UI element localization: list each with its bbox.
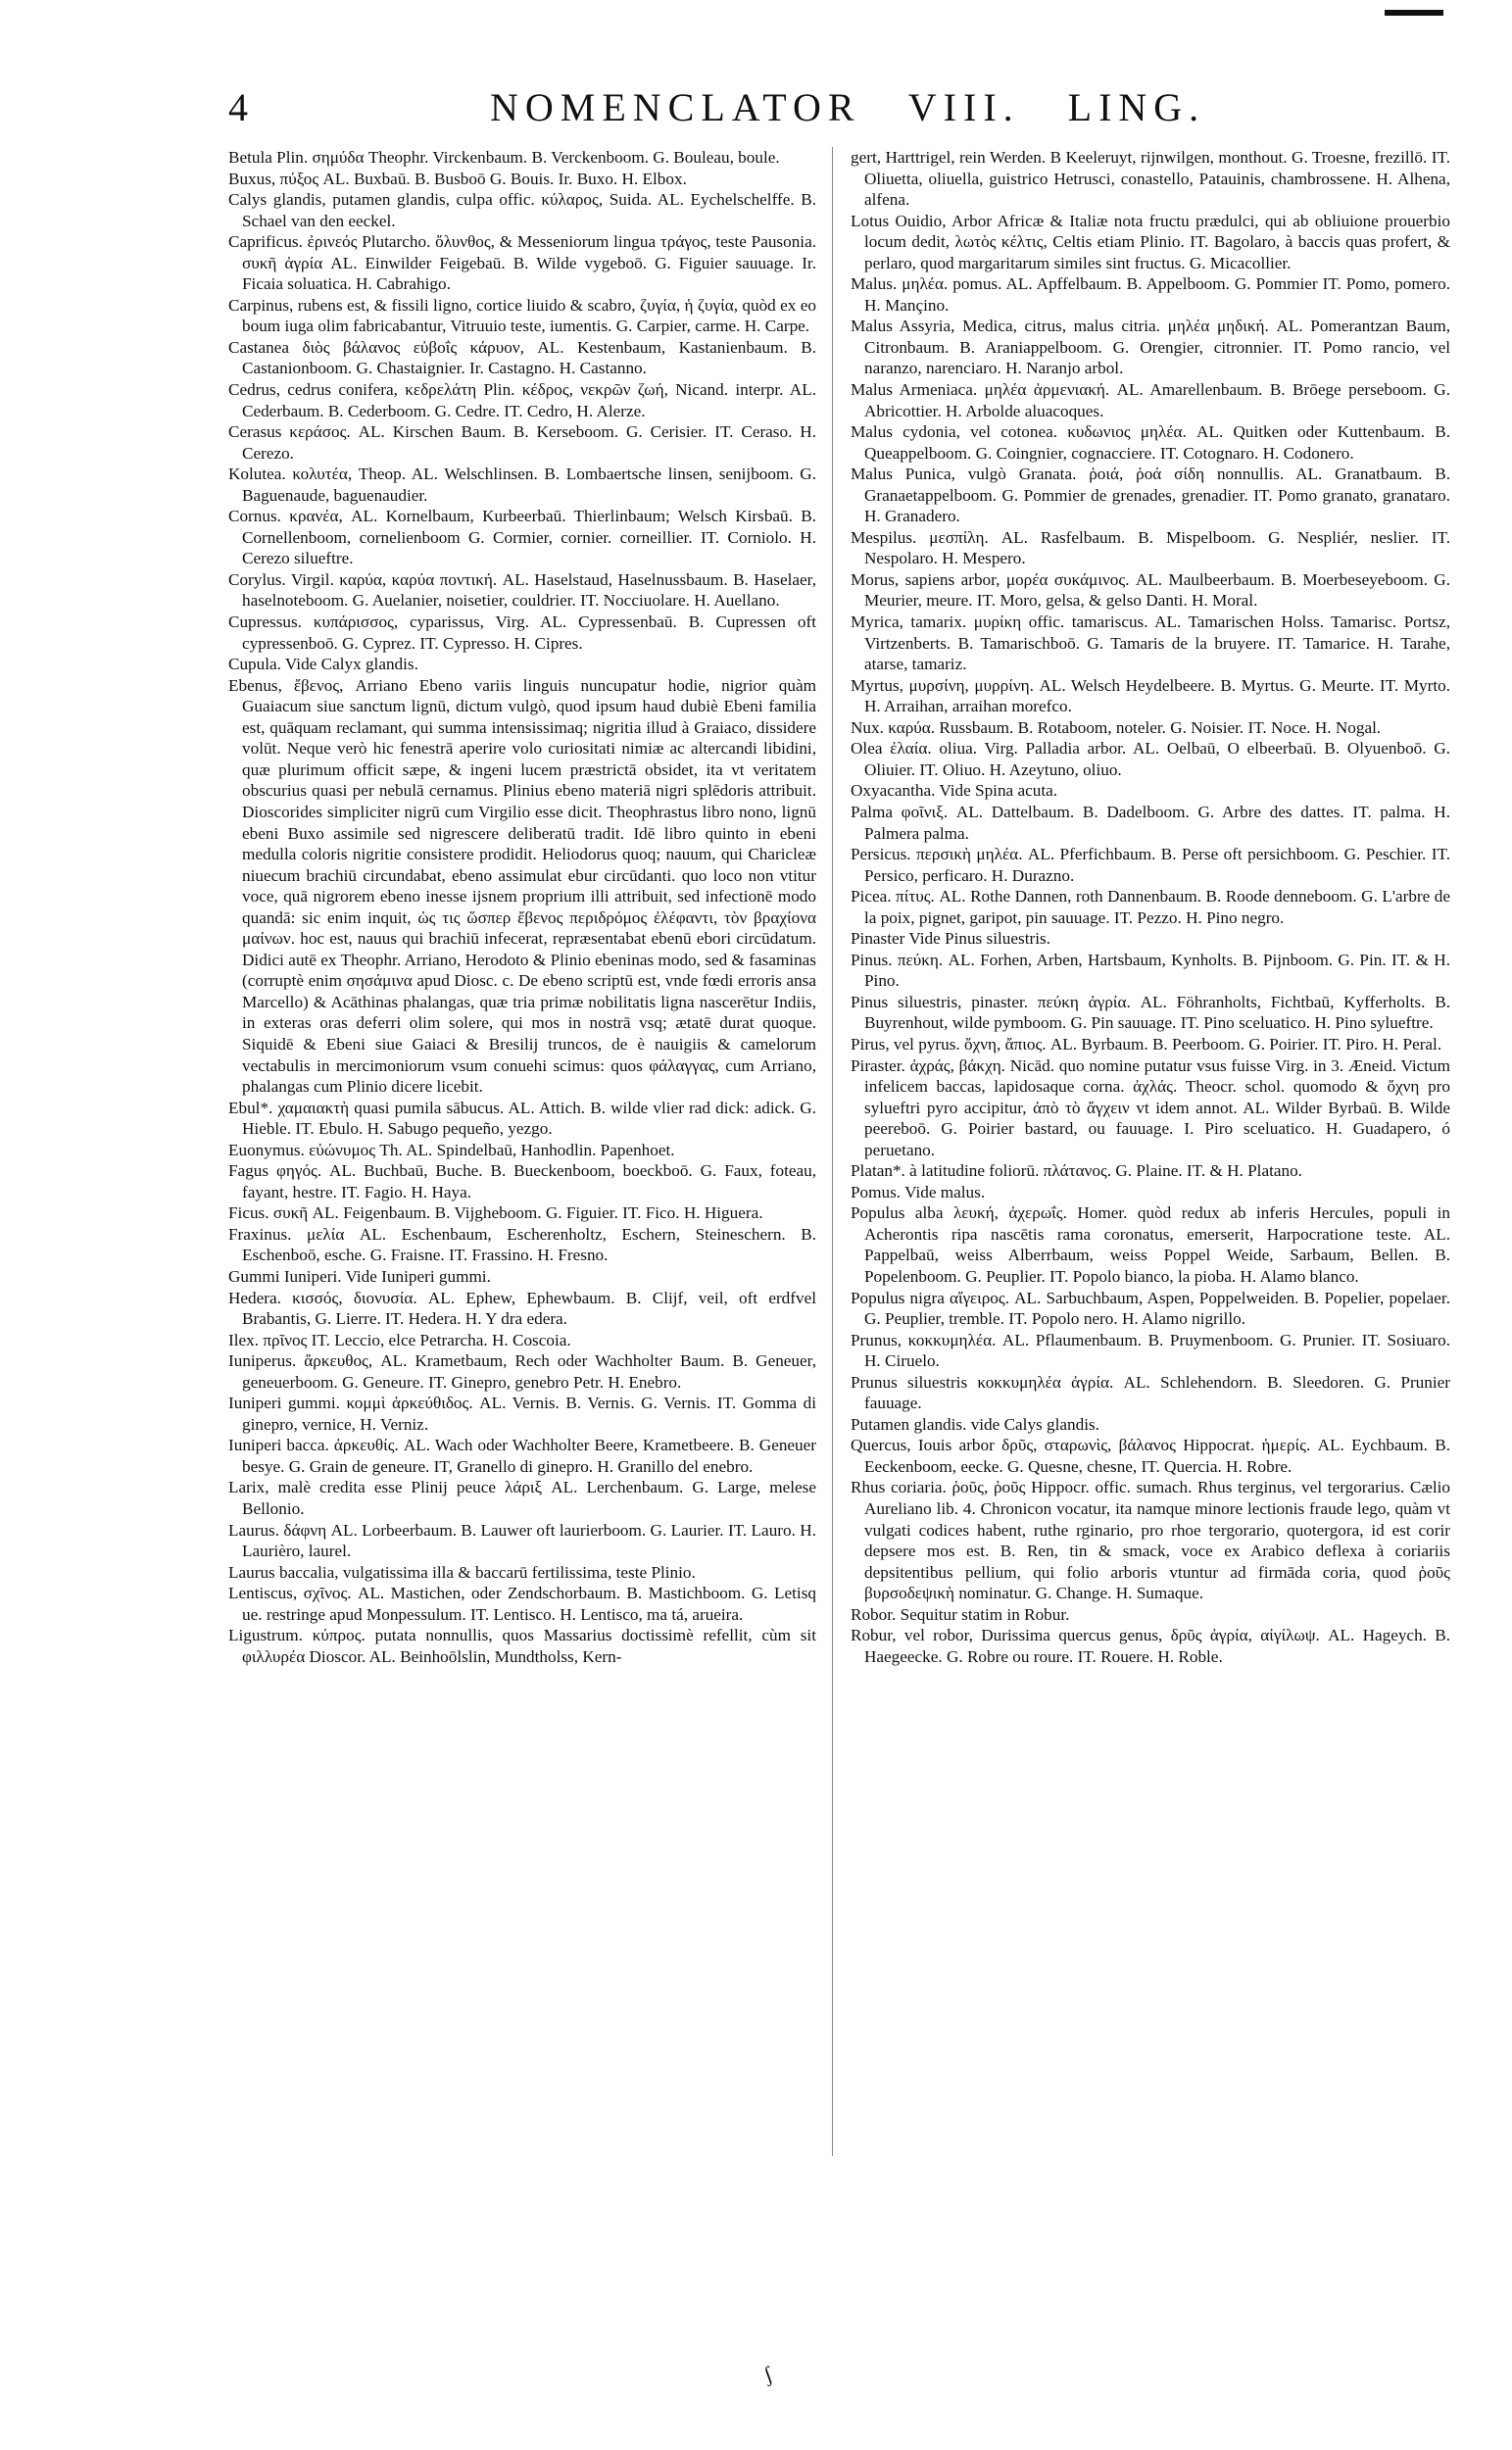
dictionary-entry: Buxus, πύξος AL. Buxbaū. B. Busboō G. Bouis. Ir. Buxo. H. Elbox. <box>228 169 687 188</box>
dictionary-entry: Putamen glandis. vide Calys glandis. <box>851 1414 1099 1434</box>
dictionary-entry: Calys glandis, putamen glandis, culpa offic. κύλαρος, Suida. AL. Eychelschelffe. B. Schael van den eeckel. <box>228 190 816 230</box>
dictionary-entry: Pirus, vel pyrus. ὄχνη, ἄπιος. AL. Byrbaum. B. Peerboom. G. Poirier. IT. Piro. H. Peral. <box>851 1034 1442 1054</box>
page-number: 4 <box>228 85 248 129</box>
dictionary-entry: Prunus, κοκκυμηλέα. AL. Pflaumenbaum. B. Pruymenboom. G. Prunier. IT. Sosiuaro. H. Ciruelo. <box>851 1330 1450 1371</box>
running-head-section: LING. <box>1067 85 1206 129</box>
dictionary-entry: Lentiscus, σχῖνος. AL. Mastichen, oder Zendschorbaum. B. Mastichboom. G. Letisq ue. restringe apud Monpessulum. IT. Lentisco. H. Lentisco, ma tá, arueira. <box>228 1584 816 1624</box>
dictionary-entry: Caprificus. ἐρινεός Plutarcho. ὄλυνθος, & Messeniorum lingua τράγος, teste Pausonia. συκῆ ἀγρία AL. Einwilder Feigebaū. B. Wilde vygeboō. G. Figuier sauuage. Ir. Ficaia soluatica. H. Cabrahigo. <box>228 232 816 294</box>
dictionary-entry: Platan*. à latitudine foliorū. πλάτανος. G. Plaine. IT. & H. Platano. <box>851 1161 1302 1181</box>
ink-mark: ʃ <box>759 2361 776 2387</box>
dictionary-entry: Pinus. πεύκη. AL. Forhen, Arben, Hartsbaum, Kynholts. B. Pijnboom. G. Pin. IT. & H. Pino. <box>851 950 1450 991</box>
dictionary-entry: Quercus, Iouis arbor δρῦς, σταρωνὶς, βάλανος Hippocrat. ἡμερίς. AL. Eychbaum. B. Eeckenboom, eecke. G. Quesne, chesne, IT. Quercia. H. Robre. <box>851 1436 1450 1476</box>
dictionary-entry: Cupula. Vide Calyx glandis. <box>228 655 418 674</box>
dictionary-entry: Populus nigra αἴγειρος. AL. Sarbuchbaum, Aspen, Poppelweiden. B. Popelier, popelaer. G. Peuplier, tremble. IT. Popolo nero. H. Alamo nigrillo. <box>851 1288 1450 1329</box>
dictionary-entry: Picea. πίτυς. AL. Rothe Dannen, roth Dannenbaum. B. Roode denneboom. G. L'arbre de la poix, pignet, garipot, pin sauuage. IT. Pezzo. H. Pino negro. <box>851 887 1450 927</box>
dictionary-entry: Olea ἐλαία. oliua. Virg. Palladia arbor. AL. Oelbaū, O elbeerbaū. B. Olyuenboō. G. Oliuier. IT. Oliuo. H. Azeytuno, oliuo. <box>851 739 1450 779</box>
dictionary-entry: Palma φοῖνιξ. AL. Dattelbaum. B. Dadelboom. G. Arbre des dattes. IT. palma. H. Palmera palma. <box>851 802 1450 843</box>
dictionary-entry: Betula Plin. σημύδα Theophr. Virckenbaum. B. Verckenboom. G. Bouleau, boule. <box>228 148 780 167</box>
dictionary-entry: Carpinus, rubens est, & fissili ligno, cortice liuido & scabro, ζυγία, ἡ ζυγία, quòd ex eo boum iuga olim fabricabantur, Vitruuio teste, iumentis. G. Carpier, carme. H. Carpe. <box>228 295 816 336</box>
running-head <box>490 85 1237 129</box>
dictionary-entry: Robor. Sequitur statim in Robur. <box>851 1604 1070 1624</box>
dictionary-entry: Myrtus, μυρσίνη, μυρρίνη. AL. Welsch Heydelbeere. B. Myrtus. G. Meurte. IT. Myrto. H. Arraihan, arraihan morefco. <box>851 675 1450 716</box>
dictionary-entry: Robur, vel robor, Durissima quercus genus, δρῦς ἀγρία, αἰγίλωψ. AL. Hageych. B. Haegeecke. G. Robre ou roure. IT. Rouere. H. Roble. <box>851 1626 1450 1666</box>
running-head-title: NOMENCLATOR <box>490 85 861 129</box>
dictionary-entry: Persicus. περσικὴ μηλέα. AL. Pferfichbaum. B. Perse oft persichboom. G. Peschier. IT. Persico, perficaro. H. Durazno. <box>851 845 1450 885</box>
corner-mark <box>1385 10 1443 16</box>
dictionary-entry: Gummi Iuniperi. Vide Iuniperi gummi. <box>228 1266 491 1286</box>
dictionary-entry: Iuniperus. ἄρκευθος, AL. Krametbaum, Rech oder Wachholter Baum. B. Geneuer, geneuerboom. G. Geneure. IT. Ginepro, genebro Petr. H. Enebro. <box>228 1351 816 1392</box>
dictionary-entry: Pinus siluestris, pinaster. πεύκη ἀγρία. AL. Föhranholts, Fichtbaū, Kyfferholts. B. Buyrenhout, wilde pymboom. G. Pin sauuage. IT. Pino sceluatico. H. Pino sylueftre. <box>851 992 1450 1033</box>
dictionary-entry: Populus alba λευκή, ἀχερωΐς. Homer. quòd redux ab inferis Hercules, populi in Acherontis ripa nascētis rama coronatus, emerserit, Harpocratione teste. AL. Pappelbaū, weiss Alberrbaum, weiss Poppel Weide, Sarbaum, Bellen. B. Popelenboom. G. Peuplier. IT. Popolo bianco, la pioba. H. Alamo blanco. <box>851 1203 1450 1286</box>
dictionary-entry: Malus Assyria, Medica, citrus, malus citria. μηλέα μηδική. AL. Pomerantzan Baum, Citronbaum. B. Araniappelboom. G. Orengier, citronnier. IT. Pomo rancio, vel naranzo, narenciaro. H. Naranjo arbol. <box>851 317 1450 378</box>
dictionary-entry: Cerasus κεράσος. AL. Kirschen Baum. B. Kerseboom. G. Cerisier. IT. Ceraso. H. Cerezo. <box>228 422 816 463</box>
dictionary-entry: Lotus Ouidio, Arbor Africæ & Italiæ nota fructu prædulci, qui ab obliuione prouerbio locum dedit, λωτὸς κέλτις, Celtis etiam Plinio. IT. Bagolaro, à baccis quas profert, & perlaro, quod margaritarum similes sint fructus. G. Micacollier. <box>851 211 1450 272</box>
dictionary-entry: Ligustrum. κύπρος. putata nonnullis, quos Massarius doctissimè refellit, cùm sit φιλλυρέα Dioscor. AL. Beinhoōlslin, Mundtholss, Kern- <box>228 1626 816 1666</box>
column-divider <box>832 147 833 2156</box>
dictionary-entry: Larix, malè credita esse Plinij peuce λάριξ AL. Lerchenbaum. G. Large, melese Bellonio. <box>228 1478 816 1518</box>
dictionary-entry: Fagus φηγός. AL. Buchbaū, Buche. B. Bueckenboom, boeckboō. G. Faux, foteau, fayant, hestre. IT. Fagio. H. Haya. <box>228 1161 816 1201</box>
dictionary-entry: Morus, sapiens arbor, μορέα συκάμινος. AL. Maulbeerbaum. B. Moerbeseyeboom. G. Meurier, meure. IT. Moro, gelsa, & gelso Danti. H. Moral. <box>851 569 1450 611</box>
dictionary-entry: Mespilus. μεσπίλη. AL. Rasfelbaum. B. Mispelboom. G. Nespliér, neslier. IT. Nespolaro. H. Mespero. <box>851 527 1450 568</box>
right-column <box>851 147 1450 1667</box>
dictionary-entry: Pinaster Vide Pinus siluestris. <box>851 929 1050 949</box>
dictionary-entry: Cornus. κρανέα, AL. Kornelbaum, Kurbeerbaū. Thierlinbaum; Welsch Kirsbaū. B. Cornellenboom, cornelienboom G. Cormier, cornier. corneillier. IT. Corniolo. H. Cerezo silueftre. <box>228 507 816 568</box>
dictionary-entry: Castanea διὸς βάλανος εὐβοΐς κάρυον, AL. Kestenbaum, Kastanienbaum. B. Castanionboom. G. Chastaignier. Ir. Castagno. H. Castanno. <box>228 337 816 378</box>
dictionary-entry: Myrica, tamarix. μυρίκη offic. tamariscus. AL. Tamarischen Holss. Tamarisc. Portsz, Virtzenberts. B. Tamarischboō. G. Tamaris de la bruyere. IT. Tamarice. H. Tarahe, atarse, tamariz. <box>851 612 1450 674</box>
dictionary-entry: Pomus. Vide malus. <box>851 1182 986 1201</box>
dictionary-entry: Cedrus, cedrus conifera, κεδρελάτη Plin. κέδρος, νεκρῶν ζωή, Nicand. interpr. AL. Cederbaum. B. Cederboom. G. Cedre. IT. Cedro, H. Alerze. <box>228 380 816 420</box>
dictionary-entry: Oxyacantha. Vide Spina acuta. <box>851 781 1058 801</box>
dictionary-entry: Cupressus. κυπάρισσος, cyparissus, Virg. AL. Cypressenbaū. B. Cupressen oft cypressenboō. G. Cyprez. IT. Cypresso. H. Cipres. <box>228 612 816 653</box>
dictionary-entry: Rhus coriaria. ῥοῦς, ῥοῦς Hippocr. offic. sumach. Rhus terginus, vel tergorarius. Cælio Aureliano lib. 4. Chronicon vocatur, ita namque minore lectionis fraude lego, quàm vt vulgati codices habent, ruthe rginario, pro rhoe tergorario, quotergora, id est corir depsere mos est. B. Ren, tin & smack, voce ex Arabico deflexa à coriariis depsitentibus pellium, qui folio arboris vtuntur ad firmāda coria, quod ῥοῦς βυρσοδεψικὴ nominatur. G. Change. H. Sumaque. <box>851 1478 1450 1603</box>
dictionary-entry: Malus Armeniaca. μηλέα ἀρμενιακή. AL. Amarellenbaum. B. Brōege perseboom. G. Abricottier. H. Arbolde aluacoques. <box>851 380 1450 420</box>
dictionary-entry: Corylus. Virgil. καρύα, καρύα ποντική. AL. Haselstaud, Haselnussbaum. B. Haselaer, haselnoteboom. G. Auelanier, noisetier, couldrier. IT. Nocciuolare. H. Auellano. <box>228 569 816 611</box>
dictionary-entry: Nux. καρύα. Russbaum. B. Rotaboom, noteler. G. Noisier. IT. Noce. H. Nogal. <box>851 717 1382 737</box>
dictionary-entry: Piraster. ἀχράς, βάκχη. Nicād. quo nomine putatur vsus fuisse Virg. in 3. Æneid. Victum infelicem baccas, lapidosaque corna. ἀχλάς. Theocr. schol. quomodo & ὄχνη pro sylueftri pyro accipitur, ἀπὸ τὸ ἄγχειν vt idem annot. AL. Wilder Byrbaū. B. Wilde peereboō. G. Poirier bastard, ou fauuage. I. Piro sceluatico. H. Guadapero, ó peruetano. <box>851 1055 1450 1159</box>
dictionary-entry: Hedera. κισσός, διονυσία. AL. Ephew, Ephewbaum. B. Clijf, veil, oft erdfvel Brabantis, G. Lierre. IT. Hedera. H. Y dra edera. <box>228 1288 816 1329</box>
dictionary-entry: Malus Punica, vulgò Granata. ῥοιά, ῥοά σίδη nonnullis. AL. Granatbaum. B. Granaetappelboom. G. Pommier de grenades, grenadier. IT. Pomo granato, granataro. H. Granadero. <box>851 465 1450 526</box>
left-column <box>228 147 816 1667</box>
dictionary-entry: Iuniperi gummi. κομμὶ ἀρκεύθιδος. AL. Vernis. B. Vernis. G. Vernis. IT. Gomma di ginepro, vernice, H. Verniz. <box>228 1394 816 1434</box>
dictionary-entry: Iuniperi bacca. ἀρκευθίς. AL. Wach oder Wachholter Beere, Krametbeere. B. Geneuer besye. G. Grain de geneure. IT, Granello di ginepro. H. Granillo del enebro. <box>228 1436 816 1476</box>
dictionary-entry: gert, Harttrigel, rein Werden. B Keeleruyt, rijnwilgen, monthout. G. Troesne, frezillō. IT. Oliuetta, oliuella, guistrico Hetrusci, conastello, Patauinis, chambrossene. H. Alhena, alfena. <box>851 148 1450 210</box>
dictionary-entry: Ebenus, ἔβενος, Arriano Ebeno variis linguis nuncupatur hodie, nigrior quàm Guaiacum siue sanctum lignū, dictum vulgò, quod ipsum haud dubiè Ebeni familia est, quāquam reclamant, qui summa intensissimaq; nigritia illud à Graiaco, dissidere volūt. Neque verò hic fenestrā aperire volo curiositati nimiæ ac altercandi libidini, quæ plurimum officit sæpe, & ingeni lucem præstrictā obsidet, ita vt veritatem obscurius quasi per nebulā cernamus. Plinius ebeno materiā nigri splēdoris attribuit. Dioscorides simpliciter nigrū cum Virgilio esse dicit. Theophrastus libro nono, lignū ebeni Buxo assimile sed nigrescere deliberatū tradit. Idē libro quinto in ebeni medulla coloris nigritie consistere prodidit. Heliodorus quoq; nauum, qui Charicleæ niuecum brachiū circundabat, ebeno assimulat ebur circūdanti. quo loco non vtitur voce, quā nigrorem ebeno inesse ijsnem proprium illi attribuit, sed infectionē modo quandā: sic enim inquit, ὡς τις ὥσπερ ἔβενος περιδρόμος ἐλέφαντι, τὸν βραχίονα μαίνων. hoc est, nauus qui brachiū infecerat, repræsentabat ebenū ebori circūdatum. Didici autē ex Theophr. Arriano, Herodoto & Plinio ebeninas modo, sed & fasaminas (corruptè enim σησάμινα apud Diosc. c. De ebeno scriptū est, vnde fœdi erroris ansa Marcello) & Acāthinas phalangas, quæ tria primæ nobilitatis ligna nascerētur Indiis, in exteras oras deferri olim solere, qui mos in nostrā vsq; ætatē durat quoque. Siquidē & Ebeni siue Gaiaci & Bresilij truncos, de è nauigiis & camelorum vectabulis in mercimoniorum vsum conuehi scimus: quos φάλαγγας, cum Arriano, phalangas cum Plinio dicere licebit. <box>228 675 816 1097</box>
dictionary-entry: Malus. μηλέα. pomus. AL. Apffelbaum. B. Appelboom. G. Pommier IT. Pomo, pomero. H. Mançino. <box>851 274 1450 315</box>
dictionary-entry: Kolutea. κολυτέα, Theop. AL. Welschlinsen. B. Lombaertsche linsen, senijboom. G. Baguenaude, baguenaudier. <box>228 465 816 505</box>
dictionary-entry: Fraxinus. μελία AL. Eschenbaum, Escherenholtz, Eschern, Steineschern. B. Eschenboō, esche. G. Fraisne. IT. Frassino. H. Fresno. <box>228 1224 816 1265</box>
dictionary-entry: Malus cydonia, vel cotonea. κυδωνιος μηλέα. AL. Quitken oder Kuttenbaum. B. Queappelboom. G. Coingnier, cognacciere. IT. Cotognaro. H. Codonero. <box>851 422 1450 463</box>
dictionary-entry: Ilex. πρῖνος IT. Leccio, elce Petrarcha. H. Coscoia. <box>228 1330 571 1349</box>
running-head-book: VIII. <box>907 85 1020 129</box>
dictionary-entry: Euonymus. εὐώνυμος Th. AL. Spindelbaū, Hanhodlin. Papenhoet. <box>228 1140 675 1159</box>
dictionary-entry: Ficus. συκῆ AL. Feigenbaum. B. Vijgheboom. G. Figuier. IT. Fico. H. Higuera. <box>228 1203 763 1223</box>
dictionary-entry: Ebul*. χαμαιακτὴ quasi pumila sābucus. AL. Attich. B. wilde vlier rad dick: adick. G. Hieble. IT. Ebulo. H. Sabugo pequeño, yezgo. <box>228 1098 816 1139</box>
dictionary-entry: Laurus. δάφνη AL. Lorbeerbaum. B. Lauwer oft laurierboom. G. Laurier. IT. Lauro. H. Laurièro, laurel. <box>228 1520 816 1561</box>
dictionary-entry: Laurus baccalia, vulgatissima illa & baccarū fertilissima, teste Plinio. <box>228 1562 696 1582</box>
dictionary-entry: Prunus siluestris κοκκυμηλέα ἀγρία. AL. Schlehendorn. B. Sleedoren. G. Prunier fauuage. <box>851 1372 1450 1413</box>
